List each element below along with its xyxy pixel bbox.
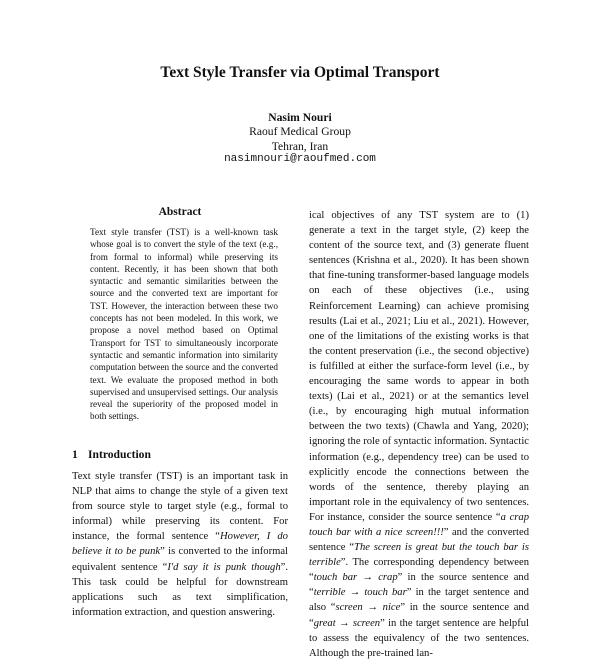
italic-example-text: I'd say it is punk though [167, 561, 281, 573]
introduction-heading [72, 448, 302, 461]
body-text: ical objectives of any TST system are to (1) generate a text in the target style, (2) keep the content of the source text, and (3) generate fluent sentences (Krishna et al., 2020). It has been shown that fine-tuning transformer-based language models on each of these objectives (i.e., using Reinforcement Learning) can achieve promising results (Lai et al., 2021; Liu et al., 2021). However, one of the limitations of the existing works is that the content preservation (i.e., the second objective) is fulfilled at either the surface-form level (i.e., by encouraging the same words to appear in both texts) (Lai et al., 2021) or at the semantics level (i.e., by encouraging high mutual information between the two texts) (Chawla and Yang, 2020); ignoring the role of syntactic information. Syntactic information (e.g., dependency tree) can be used to explicitly encode the connections between the words of the sentence, thereby playing an important role in the equivalency of two sentences. For instance, consider the source sentence “ [309, 210, 532, 523]
body-text: Text style transfer (TST) is an important task in NLP that aims to change the style of a given text from source style to target style (e.g., formal to informal) while preserving its content. For instance, the formal sentence “ [72, 471, 291, 543]
paper-title: Text Style Transfer via Optimal Transport [160, 64, 440, 81]
italic-example-text: great → screen [313, 617, 381, 629]
body-text: ” in the source sentence and “ [309, 572, 532, 599]
section-number: 1 [72, 448, 78, 461]
author-name: Nasim Nouri [268, 111, 332, 124]
italic-example-text: touch bar → crap [313, 572, 398, 584]
author-email: nasimnouri@raoufmed.com [224, 153, 376, 165]
author-location: Tehran, Iran [271, 140, 329, 153]
body-text: ” and the converted sentence “ [309, 526, 532, 554]
italic-example-text: a crap touch bar with a nice screen!!! [309, 511, 532, 538]
italic-example-text: terrible → touch bar [313, 587, 407, 599]
body-text: ” in the source sentence and “ [309, 602, 532, 629]
body-text: ” in the target sentence and also “ [309, 587, 532, 614]
body-text: ”. This task could be helpful for downstream applications such as text simplification, information extraction, and question answering. [72, 561, 291, 618]
abstract-text: Text style transfer (TST) is a well-known task whose goal is to convert the style of the text (e.g., from formal to informal) while preserving its content. Recently, it has been shown that both syntactic and semantic similarities between the source and the converted text are important for TST. However, the interaction between these two concepts has not been modeled. In this work, we propose a novel method based on Optimal Transport for TST to simultaneously incorporate syntactic and semantic information into similarity computation between the source and the converted text. We evaluate the proposed method in both supervised and unsupervised settings. Our analysis reveal the superiority of the proposed model in both settings. [90, 227, 278, 422]
body-text: ” is converted to the informal equivalent sentence “ [72, 546, 291, 573]
abstract-heading: Abstract [158, 206, 202, 218]
body-text: ”. The corresponding dependency between “ [309, 557, 532, 584]
italic-example-text: However, I do believe it to be punk [72, 531, 291, 558]
italic-example-text: screen → nice [335, 602, 401, 614]
introduction-left-column [72, 469, 291, 618]
introduction-right-column [309, 208, 532, 659]
italic-example-text: The screen is great but the touch bar is terrible [309, 542, 532, 569]
section-title: Introduction [88, 448, 151, 461]
author-affiliation: Raouf Medical Group [249, 125, 351, 138]
body-text: ” in the target sentence are helpful to assess the equivalency of the two sentences. Although the pre-trained lan- [309, 617, 532, 659]
